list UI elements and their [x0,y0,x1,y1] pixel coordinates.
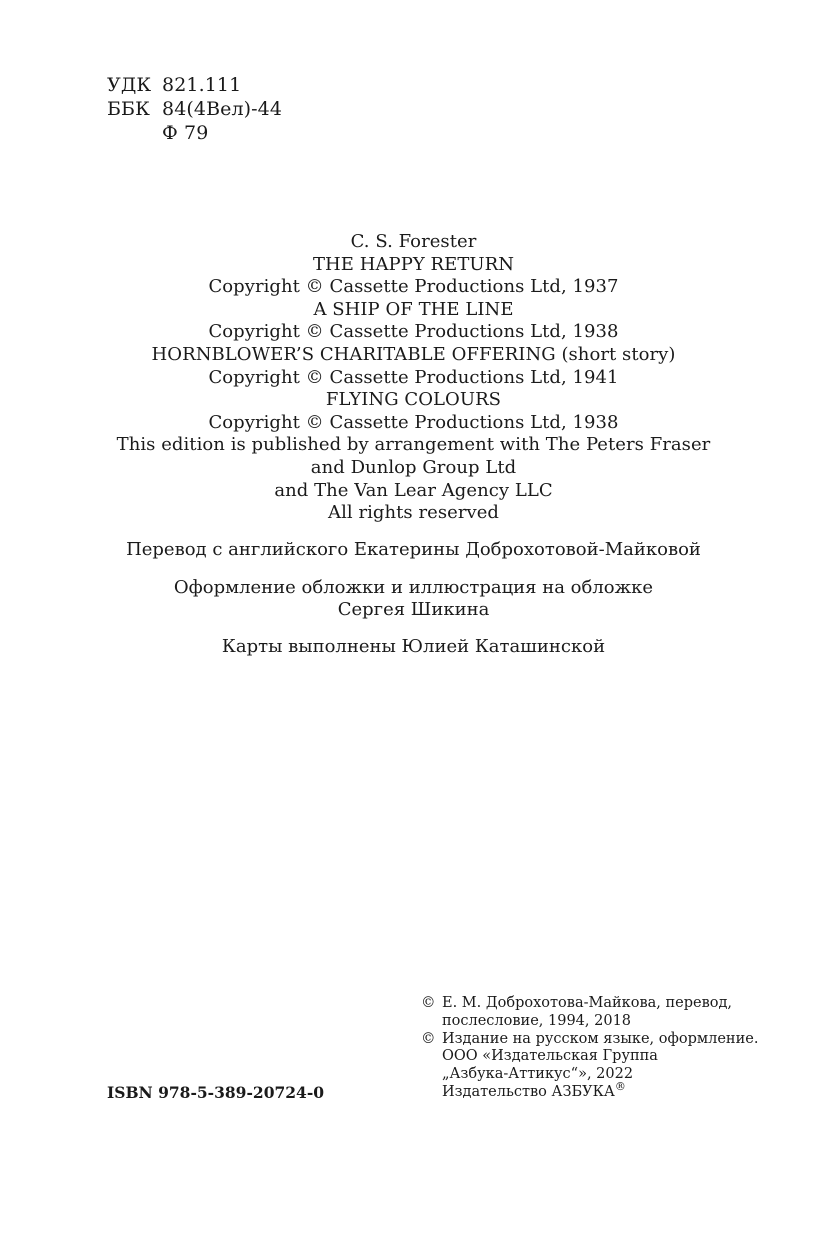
holder-line: ООО «Издательская Группа [442,1048,658,1065]
holder-line: „Азбука-Аттикус“», 2022 [442,1066,634,1083]
registered-mark: ® [614,1080,626,1094]
author-name: C. S. Forester [350,231,477,252]
translator-credit [0,539,827,561]
copyright-symbol: © [421,995,436,1011]
all-rights-reserved: All rights reserved [328,502,499,524]
holder-line: Е. М. Доброхотова-Майкова, перевод, [442,995,733,1011]
copyright-line: Copyright © Cassette Productions Ltd, 1938 [208,411,619,433]
udk-label: УДК [107,74,152,96]
copyright-holders [421,995,758,1102]
udk-row [107,73,282,97]
holder-line: послесловие, 1994, 2018 [442,1012,632,1029]
title-happy-return: THE HAPPY RETURN [312,253,515,275]
bbk-value: 84(4Вел)-44 [162,98,283,120]
author-mark: Ф 79 [162,122,209,144]
bbk-row [107,97,282,121]
rights-block [0,231,827,525]
title-ship-of-the-line: A SHIP OF THE LINE [313,298,514,320]
arrangement-line: This edition is published by arrangement with The Peters Fraser [116,434,711,456]
cover-credit-line: Оформление обложки и иллюстрация на обложке [173,577,654,598]
copyright-holder-translation [421,995,758,1031]
author-mark-row [107,121,282,145]
copyright-line: Copyright © Cassette Productions Ltd, 1937 [208,276,619,298]
cover-credit [0,577,827,621]
bbk-label: ББК [107,98,150,120]
title-charitable-offering: HORNBLOWER’S CHARITABLE OFFERING (short story) [151,343,676,365]
holder-line-publisher [442,1080,758,1102]
copyright-holder-publisher [421,1031,758,1102]
title-flying-colours: FLYING COLOURS [325,389,502,411]
isbn: ISBN 978-5-389-20724-0 [107,1083,325,1102]
arrangement-line: and Dunlop Group Ltd [310,456,517,478]
maps-credit [0,636,827,658]
udk-value: 821.111 [162,74,242,96]
arrangement-line: and The Van Lear Agency LLC [274,479,553,501]
copyright-line: Copyright © Cassette Productions Ltd, 1941 [208,366,619,388]
cover-artist-name: Сергея Шикина [337,599,490,620]
maps-credit-line: Карты выполнены Юлией Каташинской [221,636,606,657]
copyright-line: Copyright © Cassette Productions Ltd, 1938 [208,321,619,343]
copyright-symbol: © [421,1030,436,1047]
publisher-name: Издательство АЗБУКА [442,1083,615,1100]
holder-line: Издание на русском языке, оформление. [442,1030,759,1047]
classification-block [107,73,282,145]
translator-line: Перевод с английского Екатерины Доброхотовой-Майковой [126,539,701,560]
